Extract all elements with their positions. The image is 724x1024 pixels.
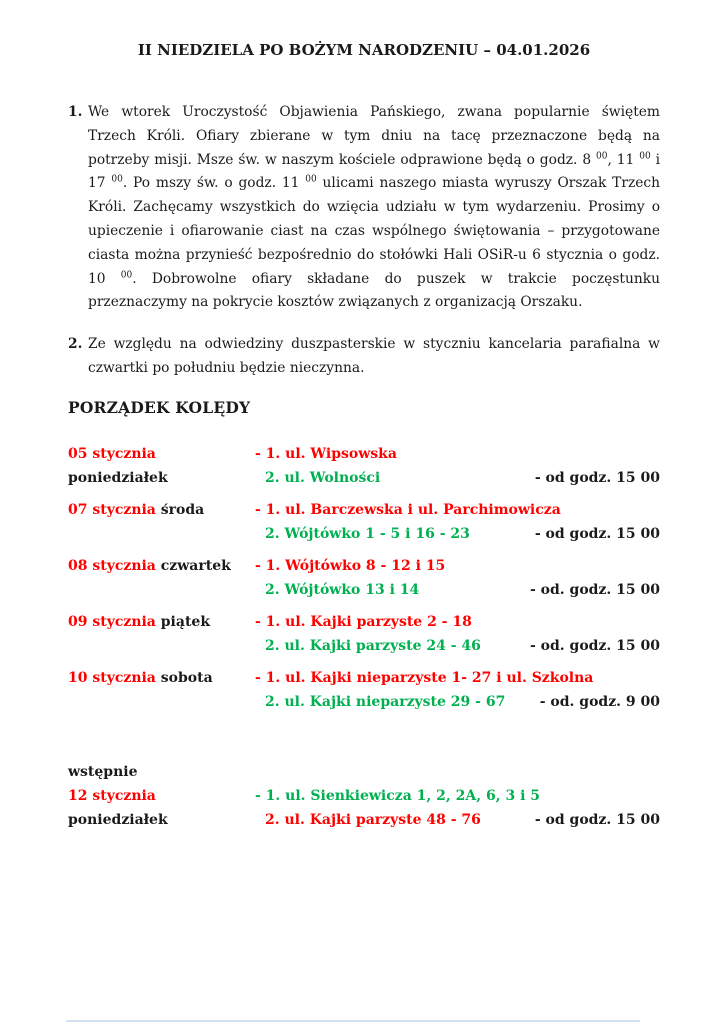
schedule-street-line-1: - 1. ul. Kajki nieparzyste 1- 27 i ul. Szkolna [255,669,594,686]
paragraph-line: potrzeby misji. Msze św. w naszym kościele odprawione będą o godz. 8 $^{00}$, 11 $^{00}$ i [88,151,660,168]
schedule-row [68,666,660,714]
schedule-day: poniedziałek [68,811,168,828]
announcement-paragraph [68,101,660,315]
schedule-pre-note: wstępnie [68,763,138,780]
schedule-day: środa [160,501,205,518]
schedule-row [68,554,660,602]
schedule-street-line-2: 2. ul. Wolności [265,469,381,486]
schedule-date-day [68,610,255,658]
schedule-date-day [68,554,255,602]
schedule-date: 08 stycznia [68,557,156,574]
schedule-street-line-2: 2. ul. Kajki parzyste 24 - 46 [265,637,481,654]
schedule-day: czwartek [160,557,231,574]
schedule-time: - od godz. 15 00 [534,811,660,828]
schedule-date: 12 stycznia [68,787,156,804]
schedule-day: sobota [160,669,213,686]
schedule-street-line-2: 2. ul. Kajki parzyste 48 - 76 [265,811,481,828]
schedule-date: 05 stycznia [68,445,156,462]
page-bottom-divider [66,1020,640,1022]
schedule-street-line-1: - 1. ul. Wipsowska [255,445,397,462]
schedule-date-day [68,784,255,832]
paragraph-number: 1. [68,104,83,120]
schedule-street-line-1: - 1. ul. Barczewska i ul. Parchimowicza [255,501,561,518]
paragraph-line: 17 $^{00}$. Po mszy św. o godz. 11 $^{00}$ ulicami naszego miasta wyruszy Orszak Trzech [88,174,660,192]
announcements [68,101,660,381]
paragraph-number: 2. [68,336,83,353]
section-heading: PORZĄDEK KOLĘDY [68,397,251,417]
schedule-date: 09 stycznia [68,613,156,630]
schedule-street-line-2: 2. ul. Kajki nieparzyste 29 - 67 [265,693,506,710]
paragraph-line: Króli. Zachęcamy wszystkich do wzięcia udziału w tym wydarzeniu. Prosimy o [88,199,660,216]
schedule-row [68,442,660,490]
paragraph-line: czwartki po południu będzie nieczynna. [88,359,365,376]
schedule-row [68,784,660,832]
schedule-date: 07 stycznia [68,501,156,518]
paragraph-line: ciasta można przynieść bezpośrednio do stołówki Hali OSiR-u 6 stycznia o godz. [88,246,660,263]
paragraph-line: We wtorek Uroczystość Objawienia Pańskiego, zwana popularnie świętem [88,104,660,120]
schedule-row [68,498,660,546]
schedule-day: piątek [160,613,211,630]
paragraph-line: Trzech Króli. Ofiary zbierane w tym dniu na tacę przeznaczone będą na [88,127,660,144]
schedule-date: 10 stycznia [68,669,156,686]
schedule-date-day [68,666,255,714]
schedule-date-day [68,442,255,490]
schedule-day: poniedziałek [68,469,168,486]
schedule-time: - od. godz. 15 00 [529,581,660,598]
schedule-time: - od godz. 15 00 [534,525,660,542]
paragraph-line: upieczenie i ofiarowanie ciast na czas wspólnego świętowania – przygotowane [88,222,660,239]
schedule-street-line-1: - 1. ul. Sienkiewicza 1, 2, 2A, 6, 3 i 5 [255,787,541,804]
schedule-time: - od. godz. 15 00 [529,637,660,654]
schedule-time: - od godz. 15 00 [534,469,660,486]
announcement-paragraph [68,333,660,381]
schedule-row [68,610,660,658]
koleda-schedule [68,442,660,832]
schedule-street-line-1: - 1. ul. Kajki parzyste 2 - 18 [255,613,472,630]
paragraph-line: Ze względu na odwiedziny duszpasterskie w styczniu kancelaria parafialna w [88,336,660,353]
schedule-street-line-2: 2. Wójtówko 13 i 14 [265,581,420,598]
schedule-street-line-1: - 1. Wójtówko 8 - 12 i 15 [255,557,446,574]
paragraph-text [88,101,660,315]
schedule-date-day [68,498,255,546]
schedule-time: - od. godz. 9 00 [539,693,660,710]
paragraph-line: przeznaczymy na pokrycie kosztów związanych z organizacją Orszaku. [88,294,583,311]
paragraph-line: 10 $^{00}$. Dobrowolne ofiary składane do puszek w trakcie poczęstunku [88,269,660,287]
paragraph-text [88,333,660,381]
schedule-street-line-2: 2. Wójtówko 1 - 5 i 16 - 23 [265,525,470,542]
page-title: II NIEDZIELA PO BOŻYM NARODZENIU – 04.01.2026 [137,41,591,59]
